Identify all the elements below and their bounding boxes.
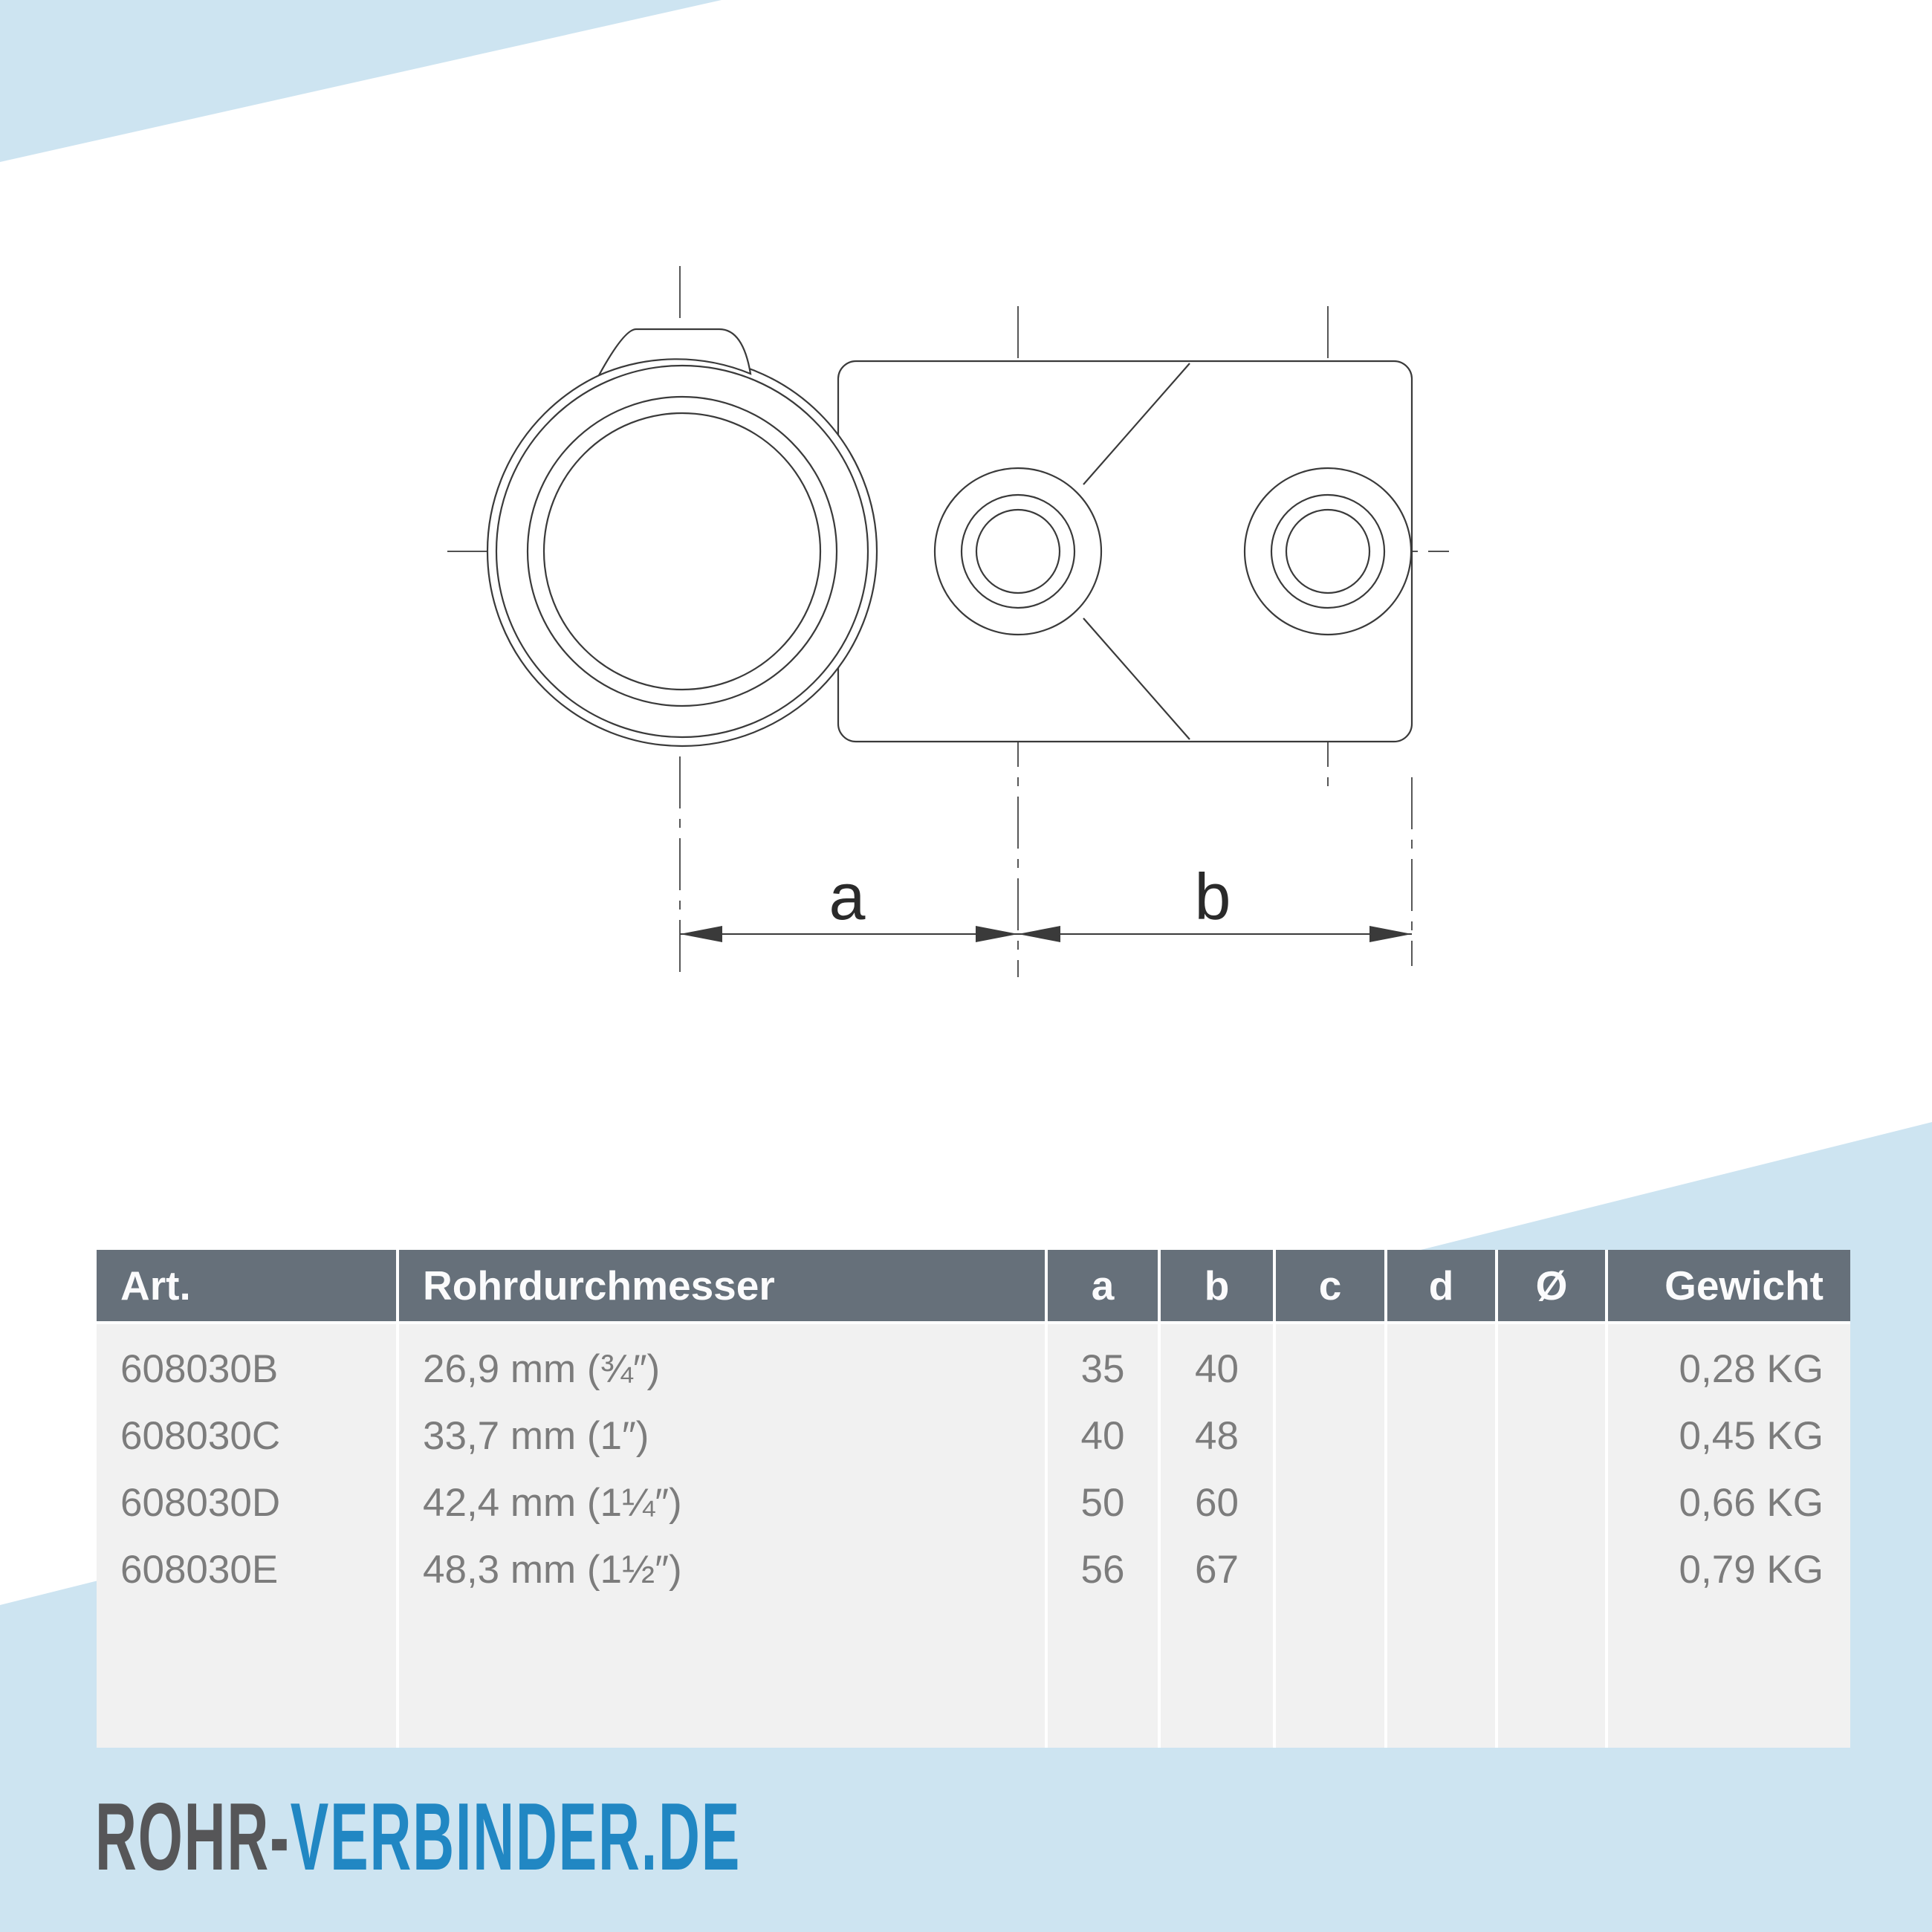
column-d [1387, 1324, 1495, 1748]
cell-rohr-row4: 48,3 mm (1½″) [423, 1548, 682, 1592]
cell-oe-row4 [1498, 1537, 1605, 1604]
spec-table [97, 1250, 1850, 1748]
arrowhead-b-left [1018, 926, 1060, 942]
arrowhead-b-right [1369, 926, 1412, 942]
cell-c-row4 [1276, 1537, 1384, 1604]
cell-oe-row1 [1498, 1336, 1605, 1403]
cell-c-row3 [1276, 1470, 1384, 1537]
cell-d-row2 [1387, 1403, 1495, 1470]
cell-c-row1 [1276, 1336, 1384, 1403]
column-c [1276, 1324, 1384, 1748]
cell-rohr-row3: 42,4 mm (1¼″) [423, 1481, 682, 1525]
dim-label-a: a [829, 860, 866, 933]
arrowhead-a-right [976, 926, 1018, 942]
cell-b-row4: 67 [1195, 1548, 1239, 1592]
cell-a-row4: 56 [1080, 1548, 1125, 1592]
column-header-oe: Ø [1498, 1250, 1605, 1321]
logo-part-rohr: ROHR- [95, 1783, 291, 1890]
cell-art-row4: 608030E [120, 1548, 279, 1592]
cell-c-row2 [1276, 1403, 1384, 1470]
cell-gewicht-row3: 0,66 KG [1679, 1481, 1824, 1525]
column-header-gewicht: Gewicht [1608, 1250, 1850, 1321]
dim-label-b: b [1194, 860, 1231, 933]
logo-part-verbinder: VERBINDER.DE [290, 1783, 742, 1890]
arrowhead-a-left [680, 926, 722, 942]
connector-drawing [447, 266, 1449, 977]
column-b [1161, 1324, 1273, 1748]
socket-bore-circle [528, 397, 837, 706]
column-gewicht [1608, 1324, 1850, 1748]
cell-art-row2: 608030C [120, 1414, 281, 1458]
cell-b-row1: 40 [1195, 1347, 1239, 1391]
connector-body-outline [838, 361, 1412, 742]
cell-b-row3: 60 [1195, 1481, 1239, 1525]
dimension-lines [680, 926, 1412, 942]
column-art [97, 1324, 396, 1748]
column-header-art: Art. [97, 1250, 396, 1321]
cell-d-row1 [1387, 1336, 1495, 1403]
decor-triangle-top-left [0, 0, 722, 162]
cell-oe-row2 [1498, 1403, 1605, 1470]
column-rohr [399, 1324, 1045, 1748]
column-a [1048, 1324, 1158, 1748]
cell-art-row1: 608030B [120, 1347, 279, 1391]
cell-rohr-row1: 26,9 mm (¾″) [423, 1347, 661, 1391]
column-oe [1498, 1324, 1605, 1748]
column-header-c: c [1276, 1250, 1384, 1321]
column-header-a: a [1048, 1250, 1158, 1321]
cell-rohr-row2: 33,7 mm (1″) [423, 1414, 649, 1458]
cell-d-row4 [1387, 1537, 1495, 1604]
cell-gewicht-row1: 0,28 KG [1679, 1347, 1824, 1391]
column-header-rohr: Rohrdurchmesser [399, 1250, 1045, 1321]
cell-gewicht-row2: 0,45 KG [1679, 1414, 1824, 1458]
cell-d-row3 [1387, 1470, 1495, 1537]
site-logo [95, 1783, 742, 1890]
cell-a-row2: 40 [1080, 1414, 1125, 1458]
cell-gewicht-row4: 0,79 KG [1679, 1548, 1824, 1592]
column-header-d: d [1387, 1250, 1495, 1321]
spec-table-body [97, 1324, 1850, 1748]
column-header-b: b [1161, 1250, 1273, 1321]
cell-art-row3: 608030D [120, 1481, 281, 1525]
cell-b-row2: 48 [1195, 1414, 1239, 1458]
cell-oe-row3 [1498, 1470, 1605, 1537]
spec-table-header-row [97, 1250, 1850, 1321]
cell-a-row3: 50 [1080, 1481, 1125, 1525]
cell-a-row1: 35 [1080, 1347, 1125, 1391]
